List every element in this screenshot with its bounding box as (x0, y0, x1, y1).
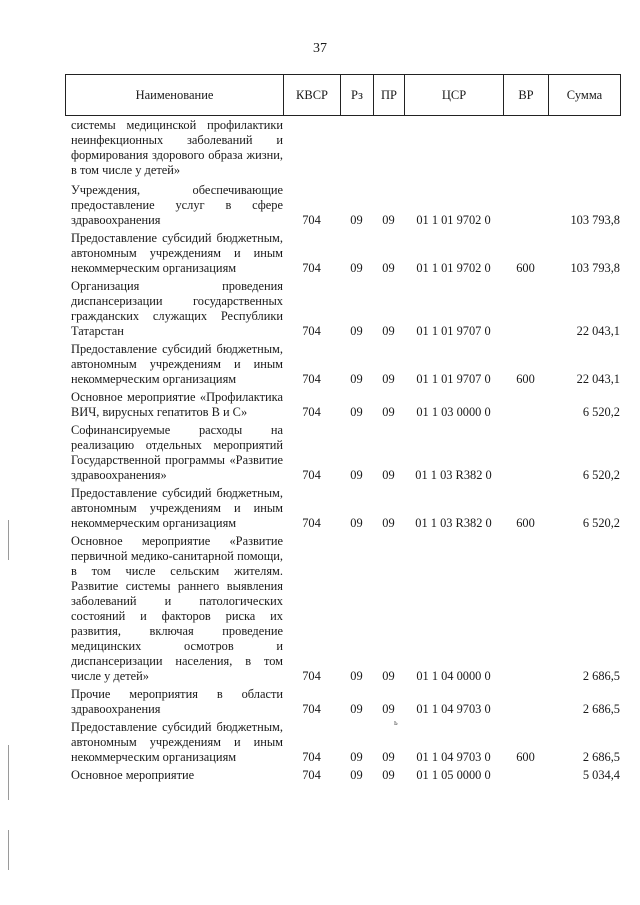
table-row (65, 486, 620, 531)
row-kvsr: 704 (302, 702, 321, 716)
row-rz: 09 (350, 669, 363, 683)
row-kvsr: 704 (302, 324, 321, 338)
row-csr: 01 1 04 9703 0 (416, 702, 491, 716)
header-name: Наименование (66, 75, 284, 116)
row-sum: 2 686,5 (582, 750, 620, 764)
row-kvsr: 704 (302, 669, 321, 683)
row-pr: 09 (382, 468, 395, 482)
row-pr: 09 (382, 702, 395, 716)
row-pr: 09 (382, 750, 395, 764)
row-kvsr: 704 (302, 516, 321, 530)
table-row (65, 687, 620, 717)
table-body (65, 118, 620, 786)
row-rz: 09 (350, 261, 363, 275)
row-rz: 09 (350, 750, 363, 764)
row-pr: 09 (382, 213, 395, 227)
row-kvsr: 704 (302, 750, 321, 764)
row-name: Учреждения, обеспечивающие предоставление услуг в сфере здравоохранения (71, 183, 283, 227)
row-rz: 09 (350, 405, 363, 419)
row-name: системы медицинской профилактики неинфекционных заболеваний и формирования здорового образа жизни, в том числе у детей» (71, 118, 283, 177)
scan-artifact-line (8, 745, 9, 800)
row-csr: 01 1 03 R382 0 (415, 516, 492, 530)
row-csr: 01 1 01 9707 0 (416, 372, 491, 386)
row-kvsr: 704 (302, 261, 321, 275)
table-row (65, 279, 620, 339)
row-sum: 6 520,2 (582, 405, 620, 419)
row-csr: 01 1 01 9702 0 (416, 261, 491, 275)
table-row (65, 183, 620, 228)
table-row (65, 768, 620, 783)
scan-artifact-line (8, 520, 9, 560)
row-name: Предоставление субсидий бюджетным, автономным учреждениям и иным некоммерческим организациям (71, 486, 283, 530)
row-sum: 2 686,5 (582, 702, 620, 716)
row-name: Основное мероприятие «Развитие первичной медико-санитарной помощи, в том числе сельским жителям. Развитие системы раннего выявления заболеваний и патологических состояний и факторов риска их развития, включая проведение медицинских осмотров и диспансеризации населения, в том числе у детей» (71, 534, 283, 683)
row-name: Основное мероприятие (71, 768, 195, 782)
row-csr: 01 1 03 0000 0 (416, 405, 491, 419)
row-name: Основное мероприятие «Профилактика ВИЧ, вирусных гепатитов В и С» (71, 390, 283, 419)
row-kvsr: 704 (302, 405, 321, 419)
row-rz: 09 (350, 324, 363, 338)
row-pr: 09 (382, 261, 395, 275)
scan-artifact-line (8, 830, 9, 870)
row-name: Софинансируемые расходы на реализацию отдельных мероприятий Государственной программы «Развитие здравоохранения» (71, 423, 283, 482)
header-kvsr: КВСР (284, 75, 341, 116)
row-sum: 22 043,1 (576, 324, 620, 338)
row-sum: 6 520,2 (582, 516, 620, 530)
page-number: 37 (313, 41, 327, 56)
row-pr: 09 (382, 516, 395, 530)
scan-artifact-speck: ь (394, 718, 398, 727)
row-kvsr: 704 (302, 468, 321, 482)
table-row (65, 423, 620, 483)
row-name: Предоставление субсидий бюджетным, автономным учреждениям и иным некоммерческим организациям (71, 720, 283, 764)
table-row (65, 534, 620, 684)
row-name: Организация проведения диспансеризации государственных гражданских служащих Республики Татарстан (71, 279, 283, 338)
row-vr: 600 (516, 372, 535, 386)
row-rz: 09 (350, 516, 363, 530)
row-sum: 103 793,8 (570, 213, 620, 227)
row-sum: 103 793,8 (570, 261, 620, 275)
row-rz: 09 (350, 768, 363, 782)
row-rz: 09 (350, 372, 363, 386)
row-csr: 01 1 05 0000 0 (416, 768, 491, 782)
row-pr: 09 (382, 669, 395, 683)
row-csr: 01 1 01 9702 0 (416, 213, 491, 227)
row-rz: 09 (350, 468, 363, 482)
row-sum: 22 043,1 (576, 372, 620, 386)
row-rz: 09 (350, 213, 363, 227)
row-csr: 01 1 04 9703 0 (416, 750, 491, 764)
row-pr: 09 (382, 372, 395, 386)
row-vr: 600 (516, 750, 535, 764)
row-name: Предоставление субсидий бюджетным, автономным учреждениям и иным некоммерческим организациям (71, 231, 283, 275)
header-rz: Рз (341, 75, 374, 116)
row-csr: 01 1 01 9707 0 (416, 324, 491, 338)
row-vr: 600 (516, 261, 535, 275)
table-row (65, 390, 620, 420)
row-vr: 600 (516, 516, 535, 530)
table-row (65, 342, 620, 387)
header-sum: Сумма (549, 75, 621, 116)
row-sum: 2 686,5 (582, 669, 620, 683)
table-row (65, 231, 620, 276)
row-kvsr: 704 (302, 372, 321, 386)
row-rz: 09 (350, 702, 363, 716)
row-pr: 09 (382, 405, 395, 419)
row-csr: 01 1 04 0000 0 (416, 669, 491, 683)
row-sum: 6 520,2 (582, 468, 620, 482)
row-sum: 5 034,4 (582, 768, 620, 782)
row-csr: 01 1 03 R382 0 (415, 468, 492, 482)
row-pr: 09 (382, 768, 395, 782)
row-kvsr: 704 (302, 213, 321, 227)
table-header (65, 74, 621, 116)
header-pr: ПР (374, 75, 405, 116)
header-vr: ВР (504, 75, 549, 116)
table-row (65, 118, 620, 178)
row-kvsr: 704 (302, 768, 321, 782)
row-name: Предоставление субсидий бюджетным, автономным учреждениям и иным некоммерческим организациям (71, 342, 283, 386)
table-row (65, 720, 620, 765)
row-name: Прочие мероприятия в области здравоохранения (71, 687, 283, 716)
header-csr: ЦСР (405, 75, 504, 116)
row-pr: 09 (382, 324, 395, 338)
